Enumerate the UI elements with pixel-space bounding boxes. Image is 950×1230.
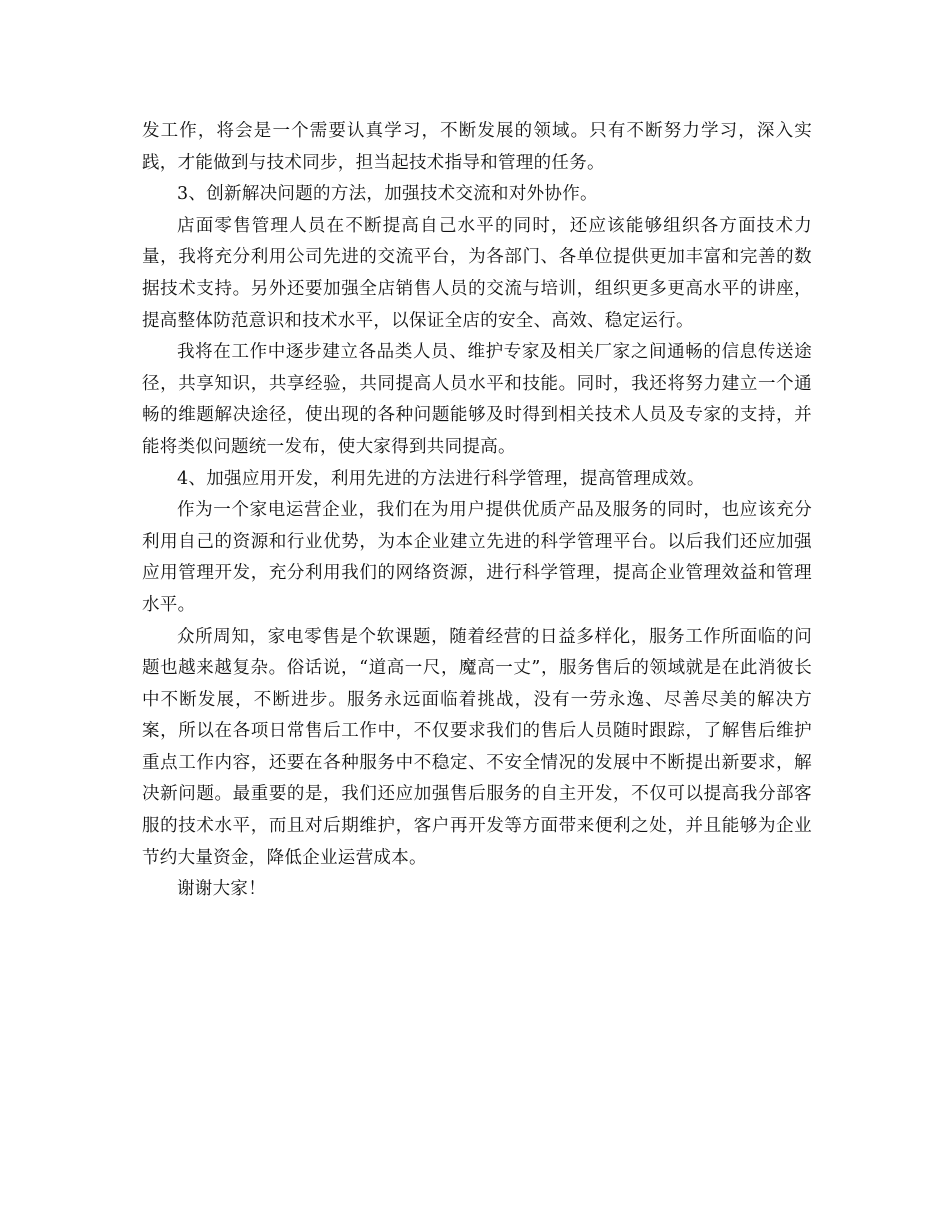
- paragraph: 众所周知，家电零售是个软课题，随着经营的日益多样化，服务工作所面临的问题也越来越复杂。俗话说，“道高一尺，魔高一丈”，服务售后的领域就是在此消彼长中不断发展，不断进步。服务永远面临着挑战，没有一劳永逸、尽善尽美的解决方案，所以在各项日常售后工作中，不仅要求我们的售后人员随时跟踪，了解售后维护重点工作内容，还要在各种服务中不稳定、不安全情况的发展中不断提出新要求，解决新问题。最重要的是，我们还应加强售后服务的自主开发，不仅可以提高我分部客服的技术水平，而且对后期维护，客户再开发等方面带来便利之处，并且能够为企业节约大量资金，降低企业运营成本。: [142, 626, 812, 868]
- paragraph-continuation: 发工作，将会是一个需要认真学习，不断发展的领域。只有不断努力学习，深入实践，才能做到与技术同步，担当起技术指导和管理的任务。: [142, 121, 812, 173]
- section-heading-4: 4、加强应用开发，利用先进的方法进行科学管理，提高管理成效。: [177, 468, 705, 489]
- paragraph: 作为一个家电运营企业，我们在为用户提供优质产品及服务的同时，也应该充分利用自己的资源和行业优势，为本企业建立先进的科学管理平台。以后我们还应加强应用管理开发，充分利用我们的网络资源，进行科学管理，提高企业管理效益和管理水平。: [142, 500, 812, 615]
- closing-remark: 谢谢大家！: [177, 879, 266, 900]
- paragraph: 我将在工作中逐步建立各品类人员、维护专家及相关厂家之间通畅的信息传送途径，共享知识，共享经验，共同提高人员水平和技能。同时，我还将努力建立一个通畅的维题解决途径，使出现的各种问题能够及时得到相关技术人员及专家的支持，并能将类似问题统一发布，使大家得到共同提高。: [142, 342, 812, 457]
- section-heading-3: 3、创新解决问题的方法，加强技术交流和对外协作。: [177, 184, 598, 205]
- paragraph: 店面零售管理人员在不断提高自己水平的同时，还应该能够组织各方面技术力量，我将充分利用公司先进的交流平台，为各部门、各单位提供更加丰富和完善的数据技术支持。另外还要加强全店销售人员的交流与培训，组织更多更高水平的讲座，提高整体防范意识和技术水平，以保证全店的安全、高效、稳定运行。: [142, 215, 812, 331]
- document-body: [142, 116, 812, 906]
